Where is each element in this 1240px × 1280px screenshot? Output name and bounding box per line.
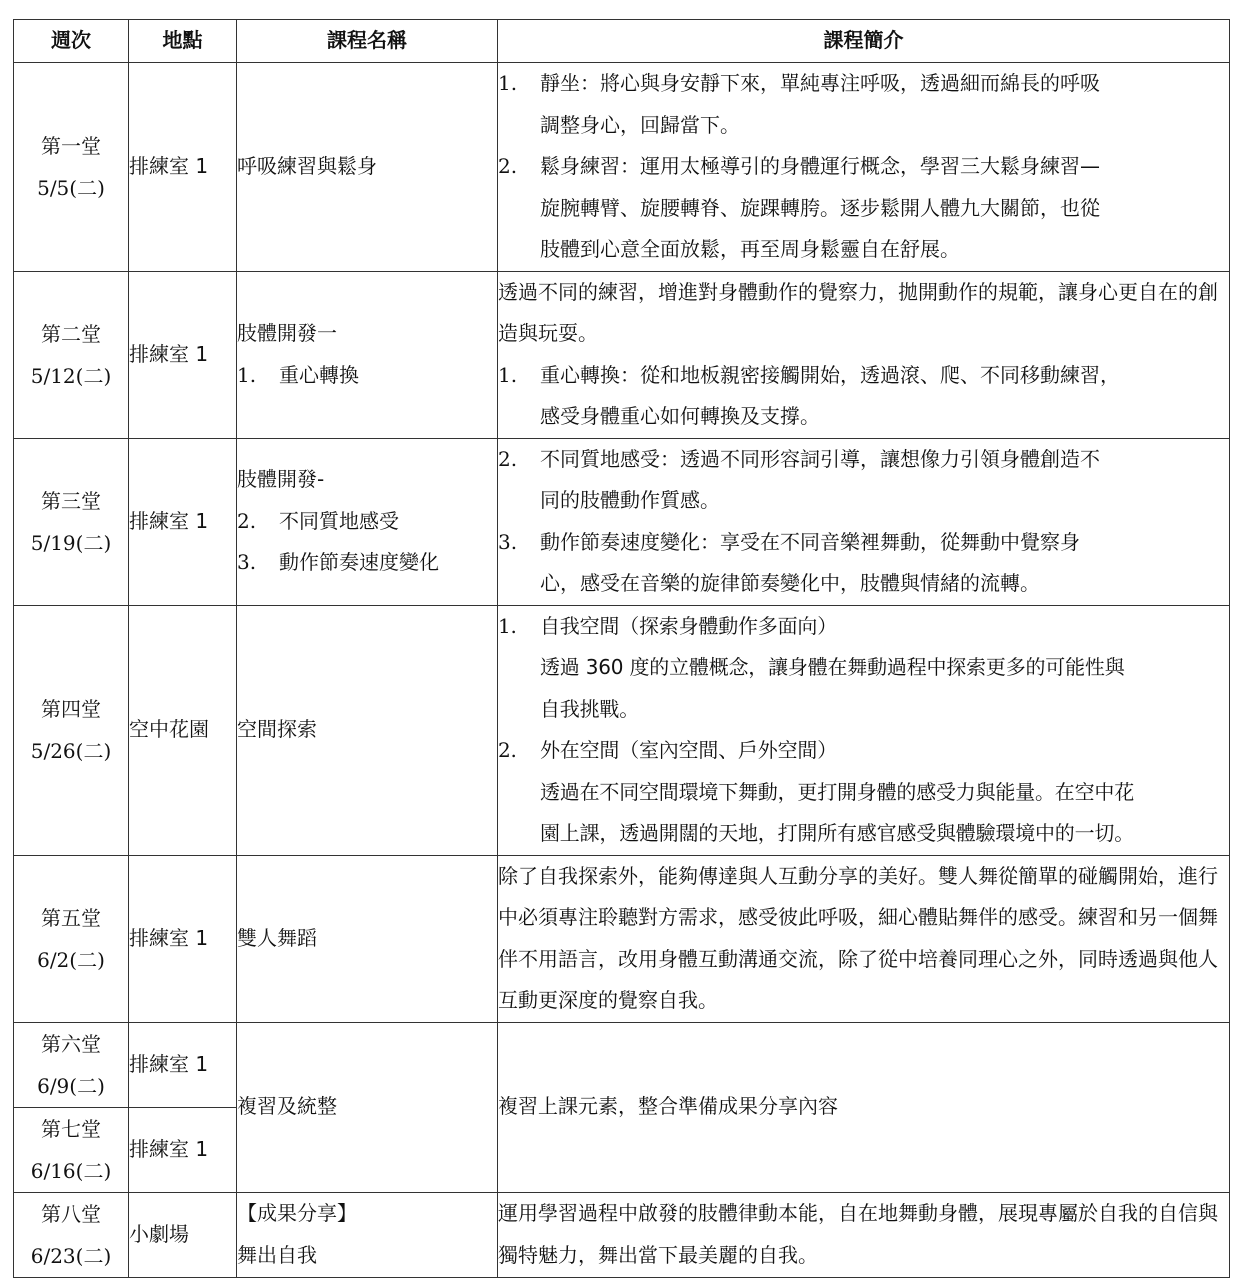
week-cell [14,271,129,438]
table-row [14,1192,1230,1277]
location-cell: 小劇場 [129,1192,237,1277]
list-item: 2. 鬆身練習：運用太極導引的身體運行概念，學習三大鬆身練習— [498,154,1100,178]
week-label: 第八堂 [41,1201,101,1226]
week-label: 第三堂 [41,488,101,513]
course-name-cell: 雙人舞蹈 [237,855,498,1022]
table-row [14,63,1230,272]
course-intro-cell: 除了自我探索外，能夠傳達與人互動分享的美好。雙人舞從簡單的碰觸開始，進行中必須專注聆聽對方需求，感受彼此呼吸，細心體貼舞伴的感受。練習和另一個舞伴不用語言，改用身體互動溝通交流，除了從中培養同理心之外，同時透過與他人互動更深度的覺察自我。 [498,855,1230,1022]
table-row [14,271,1230,438]
location-cell: 排練室 1 [129,1022,237,1107]
week-label: 第二堂 [41,321,101,346]
location-cell: 排練室 1 [129,63,237,272]
header-location: 地點 [129,20,237,63]
week-date: 6/9(二) [37,1073,105,1098]
week-date: 5/5(二) [37,175,105,200]
week-cell [14,1192,129,1277]
header-row [14,20,1230,63]
course-name-cell: 【成果分享】 舞出自我 [237,1192,498,1277]
week-date: 5/19(二) [30,530,112,555]
week-date: 6/23(二) [30,1243,112,1268]
week-label: 第七堂 [41,1116,101,1141]
course-intro-cell: 1. 自我空間（探索身體動作多面向） 透過 360 度的立體概念，讓身體在舞動過程中探索更多的可能性與 自我挑戰。 2. 外在空間（室內空間、戶外空間） 透過在不同空間環境下舞動，更打開身體的感受力與能量。在空中花 園上課，透過開闊的天地，打開所有感官感受與體驗環境中的一切。 [498,605,1230,855]
course-name-cell: 肢體開發一 1. 重心轉換 [237,271,498,438]
course-intro-cell: 2. 不同質地感受：透過不同形容詞引導，讓想像力引領身體創造不 同的肢體動作質感。 3. 動作節奏速度變化：享受在不同音樂裡舞動，從舞動中覺察身 心，感受在音樂的旋律節奏變化中，肢體與情緒的流轉。 [498,438,1230,605]
week-cell [14,1022,129,1107]
course-schedule-table [13,19,1230,1278]
course-intro-cell: 透過不同的練習，增進對身體動作的覺察力，拋開動作的規範，讓身心更自在的創造與玩耍。 1. 重心轉換：從和地板親密接觸開始，透過滾、爬、不同移動練習， 感受身體重心如何轉換及支撐。 [498,271,1230,438]
week-label: 第六堂 [41,1031,101,1056]
location-cell: 排練室 1 [129,1107,237,1192]
location-cell: 排練室 1 [129,855,237,1022]
table-row [14,438,1230,605]
week-label: 第四堂 [41,697,101,721]
list-item: 3. 動作節奏速度變化：享受在不同音樂裡舞動，從舞動中覺察身 [498,529,1080,554]
week-cell [14,63,129,272]
week-cell [14,605,129,855]
header-week: 週次 [14,20,129,63]
course-intro-cell: 複習上課元素，整合準備成果分享內容 [498,1022,1230,1192]
course-intro-cell: 1. 靜坐：將心與身安靜下來，單純專注呼吸，透過細而綿長的呼吸 調整身心，回歸當下。 2. 鬆身練習：運用太極導引的身體運行概念，學習三大鬆身練習— 旋腕轉臂、旋腰轉脊、旋踝轉胯。逐步鬆開人體九大關節，也從 肢體到心意全面放鬆，再至周身鬆靈自在舒展。 [498,63,1230,272]
week-date: 6/2(二) [37,947,105,972]
course-name-cell: 空間探索 [237,605,498,855]
list-item: 1. 自我空間（探索身體動作多面向） [498,613,837,638]
course-name-cell: 肢體開發- 2. 不同質地感受 3. 動作節奏速度變化 [237,438,498,605]
week-date: 5/26(二) [30,739,112,763]
week-label: 第五堂 [41,905,101,930]
list-item: 2. 外在空間（室內空間、戶外空間） [498,738,837,762]
course-name-cell: 呼吸練習與鬆身 [237,63,498,272]
week-cell [14,1107,129,1192]
table-row [14,1022,1230,1107]
table-row [14,605,1230,855]
list-item: 2. 不同質地感受：透過不同形容詞引導，讓想像力引領身體創造不 [498,446,1100,471]
week-date: 6/16(二) [30,1158,112,1183]
week-cell [14,855,129,1022]
week-date: 5/12(二) [30,363,112,388]
week-cell [14,438,129,605]
list-item: 1. 重心轉換：從和地板親密接觸開始，透過滾、爬、不同移動練習， [498,362,1120,387]
table-row [14,855,1230,1022]
location-cell: 排練室 1 [129,271,237,438]
location-cell: 排練室 1 [129,438,237,605]
header-course-intro: 課程簡介 [498,20,1230,63]
list-item: 1. 靜坐：將心與身安靜下來，單純專注呼吸，透過細而綿長的呼吸 [498,71,1100,95]
week-label: 第一堂 [41,133,101,158]
header-course-name: 課程名稱 [237,20,498,63]
location-cell: 空中花園 [129,605,237,855]
course-intro-cell: 運用學習過程中啟發的肢體律動本能，自在地舞動身體，展現專屬於自我的自信與獨特魅力，舞出當下最美麗的自我。 [498,1192,1230,1277]
course-name-cell: 複習及統整 [237,1022,498,1192]
